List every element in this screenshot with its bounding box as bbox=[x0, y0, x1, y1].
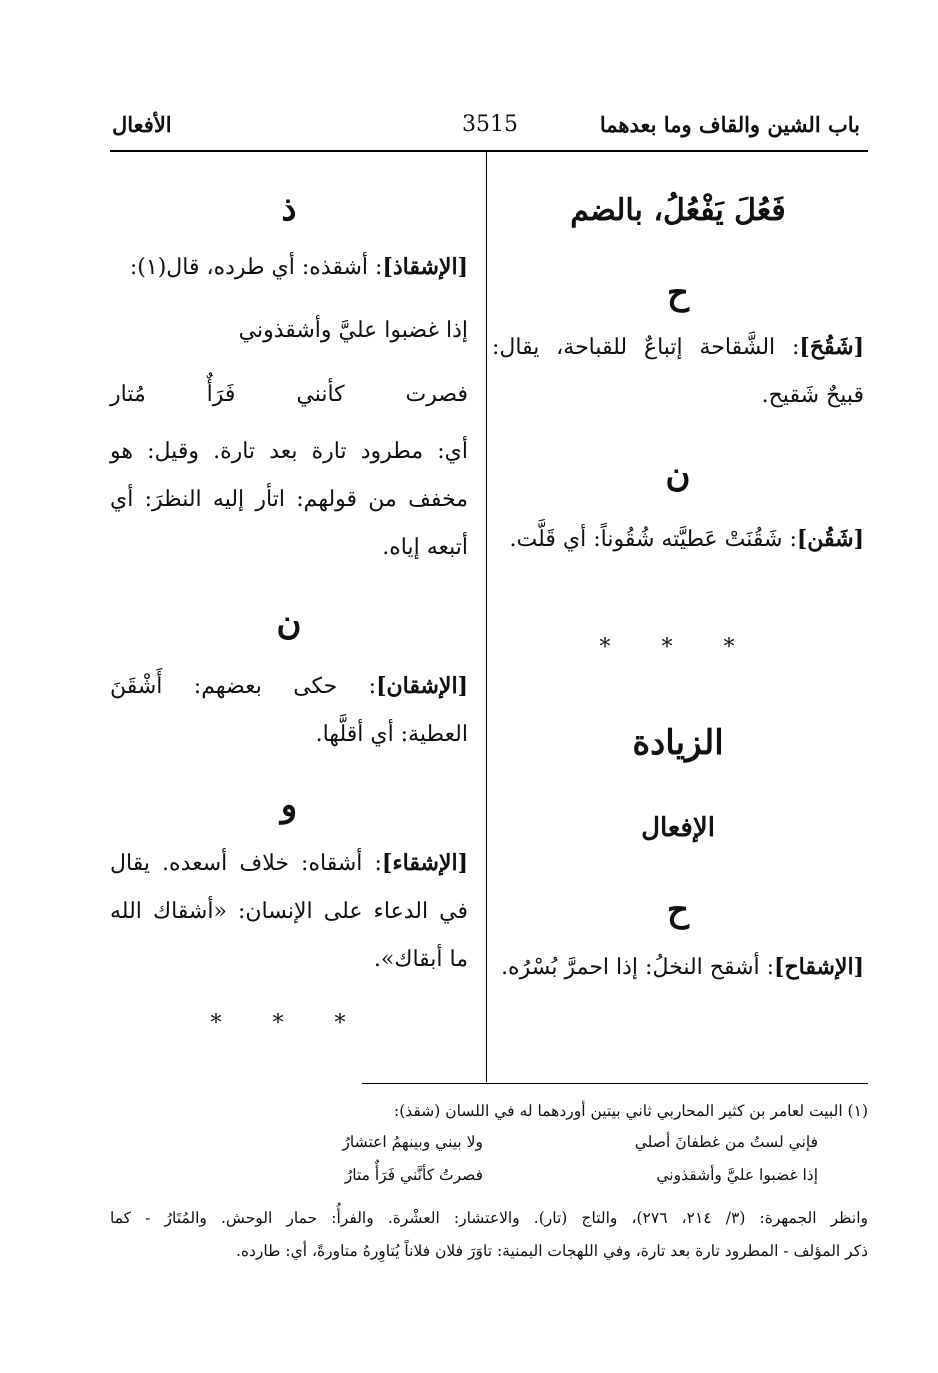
letter-heading-ha: ح bbox=[667, 273, 689, 313]
footnote-verse-2-a: إذا غضبوا عليَّ وأشقذوني bbox=[656, 1166, 818, 1184]
section-separator-stars: * * * bbox=[210, 1011, 368, 1036]
entry-ishqa bbox=[110, 839, 468, 984]
verse-line-1: إذا غضبوا عليَّ وأشقذوني bbox=[238, 318, 468, 343]
running-header-chapter: باب الشين والقاف وما بعدهما bbox=[599, 112, 860, 137]
headword: [شَقُن] bbox=[796, 526, 864, 552]
letter-heading-dhal: ذ bbox=[281, 189, 297, 229]
subsection-title-ifal: الإفعال bbox=[641, 813, 715, 843]
headword: [الإشقاح] bbox=[774, 954, 864, 980]
footnote-verse-1-a: فإني لستُ من غطفانَ أصلي bbox=[634, 1133, 818, 1151]
letter-heading-nun: ن bbox=[665, 455, 691, 495]
headword: [الإشقان] bbox=[376, 673, 468, 699]
page-number: 3515 bbox=[462, 112, 518, 137]
entry-shaquha bbox=[492, 323, 864, 420]
letter-heading-waw: و bbox=[280, 785, 298, 825]
footnote-verse-1-b: ولا بيني وبينهمُ اعتشارُ bbox=[342, 1133, 483, 1151]
entry-shaquna bbox=[492, 515, 864, 564]
headword: [شَقُحَ] bbox=[799, 334, 864, 360]
footnote-verse-2-b: فصرتُ كأنَّني فَرَأٌ متارُ bbox=[344, 1166, 483, 1184]
entry-text: : حكى بعضهم: أَشْقَنَ العطية: أي أقلَّها. bbox=[110, 674, 468, 747]
entry-text: : شَقُنَتْ عَطيَّته شُقُوناً: أي قَلَّت. bbox=[509, 527, 797, 552]
entry-text: : الشَّقاحة إتباعٌ للقباحة، يقال: قبيحٌ شَقيح. bbox=[492, 335, 864, 408]
headword: [الإشقاذ] bbox=[382, 254, 468, 280]
entry-text: : أشقح النخلُ: إذا احمرَّ بُسْرُه. bbox=[501, 955, 775, 980]
entry-ishqadh bbox=[110, 243, 468, 292]
entry-ishqan bbox=[110, 662, 468, 759]
header-rule bbox=[110, 150, 868, 152]
footnote-line-5: ذكر المؤلف - المطرود تارة بعد تارة، وفي اللهجات اليمنية: تاوَرَ فلان فلاناً يُتاوِرهُ متاورةً، أي: طارده. bbox=[235, 1242, 868, 1260]
entry-text: : أشقاه: خلاف أسعده. يقال في الدعاء على الإنسان: «أشقاك الله ما أبقاك». bbox=[110, 851, 468, 972]
entry-text: : أشقذه: أي طرده، قال(١): bbox=[129, 255, 383, 280]
verse-line-2: فصرت كأنني فَرَأٌ مُتار bbox=[110, 382, 468, 407]
section-separator-stars: * * * bbox=[599, 635, 757, 660]
entry-ishqah bbox=[492, 943, 864, 992]
footnote-rule bbox=[362, 1083, 868, 1084]
pattern-title: فَعُلَ يَفْعُلُ، بالضم bbox=[570, 193, 786, 228]
entry-ishqadh-explanation: أي: مطرود تارة بعد تارة. وقيل: هو مخفف من قولهم: اتأر إليه النظرَ: أي أتبعه إياه. bbox=[110, 439, 468, 560]
letter-heading-nun: ن bbox=[276, 603, 302, 643]
section-title-ziyada: الزيادة bbox=[632, 723, 724, 763]
letter-heading-ha-2: ح bbox=[667, 890, 689, 930]
column-divider bbox=[486, 152, 487, 1082]
running-header-section: الأفعال bbox=[112, 112, 172, 137]
footnote-line-1: (١) البيت لعامر بن كثير المحاربي ثاني بيتين أوردهما له في اللسان (شقذ): bbox=[394, 1102, 868, 1120]
footnote-line-4: وانظر الجمهرة: (٣/ ٢١٤، ٢٧٦)، والتاج (تار). والاعتشار: العشْرة. والفرأُ: حمار الوحش. والمُتَارُ - كما bbox=[110, 1209, 868, 1227]
headword: [الإشقاء] bbox=[381, 850, 468, 876]
